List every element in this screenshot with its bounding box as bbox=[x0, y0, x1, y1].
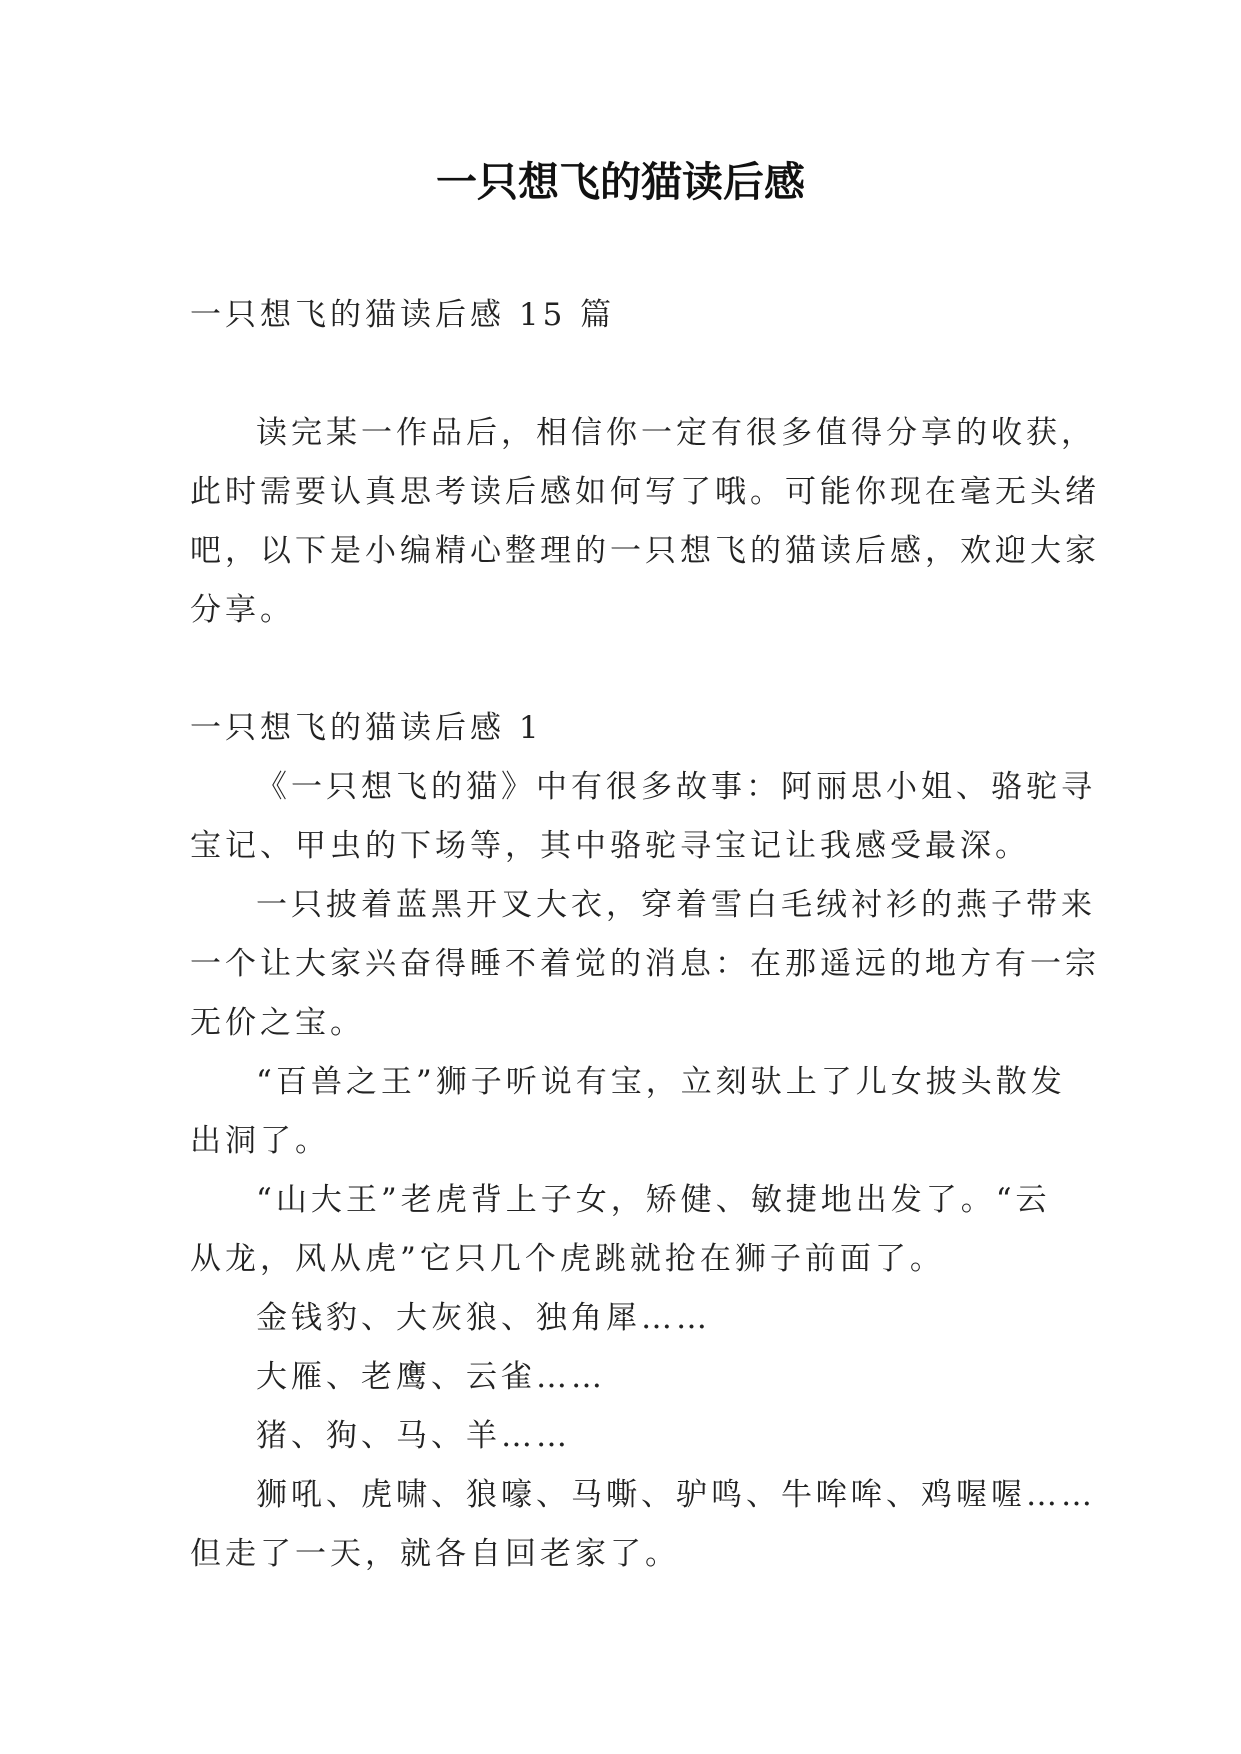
intro-paragraph-line: 读完某一作品后，相信你一定有很多值得分享的收获， bbox=[256, 415, 1096, 451]
body-paragraph-line: 出洞了。 bbox=[190, 1123, 330, 1159]
body-paragraph-line: 但走了一天，就各自回老家了。 bbox=[190, 1536, 680, 1572]
body-paragraph-line: 一个让大家兴奋得睡不着觉的消息：在那遥远的地方有一宗 bbox=[190, 946, 1100, 982]
body-paragraph-line: 狮吼、虎啸、狼嚎、马嘶、驴鸣、牛哞哞、鸡喔喔…… bbox=[256, 1477, 1096, 1513]
spacer bbox=[190, 345, 1054, 404]
intro-paragraph-line: 吧，以下是小编精心整理的一只想飞的猫读后感，欢迎大家 bbox=[190, 533, 1100, 569]
spacer bbox=[190, 640, 1054, 699]
body-paragraph-line: 《一只想飞的猫》中有很多故事：阿丽思小姐、骆驼寻 bbox=[256, 769, 1096, 805]
body-paragraph-line: “百兽之王”狮子听说有宝，立刻驮上了儿女披头散发 bbox=[256, 1064, 1066, 1100]
document-title: 一只想飞的猫读后感 bbox=[436, 158, 805, 206]
body-paragraph-line: 金钱豹、大灰狼、独角犀…… bbox=[256, 1300, 711, 1336]
section-heading: 一只想飞的猫读后感 1 bbox=[190, 710, 543, 746]
intro-paragraph-line: 此时需要认真思考读后感如何写了哦。可能你现在毫无头绪 bbox=[190, 474, 1100, 510]
document-body bbox=[190, 286, 1100, 1584]
body-paragraph-line: 猪、狗、马、羊…… bbox=[256, 1418, 571, 1454]
intro-paragraph-line: 分享。 bbox=[190, 592, 295, 628]
body-paragraph-line: 无价之宝。 bbox=[190, 1005, 365, 1041]
document-subtitle: 一只想飞的猫读后感 15 篇 bbox=[190, 297, 616, 333]
body-paragraph-line: 一只披着蓝黑开叉大衣，穿着雪白毛绒衬衫的燕子带来 bbox=[256, 887, 1096, 923]
body-paragraph-line: 大雁、老鹰、云雀…… bbox=[256, 1359, 606, 1395]
body-paragraph-line: 宝记、甲虫的下场等，其中骆驼寻宝记让我感受最深。 bbox=[190, 828, 1030, 864]
body-paragraph-line: 从龙，风从虎”它只几个虎跳就抢在狮子前面了。 bbox=[190, 1241, 945, 1277]
body-paragraph-line: “山大王”老虎背上子女，矫健、敏捷地出发了。“云 bbox=[256, 1182, 1051, 1218]
